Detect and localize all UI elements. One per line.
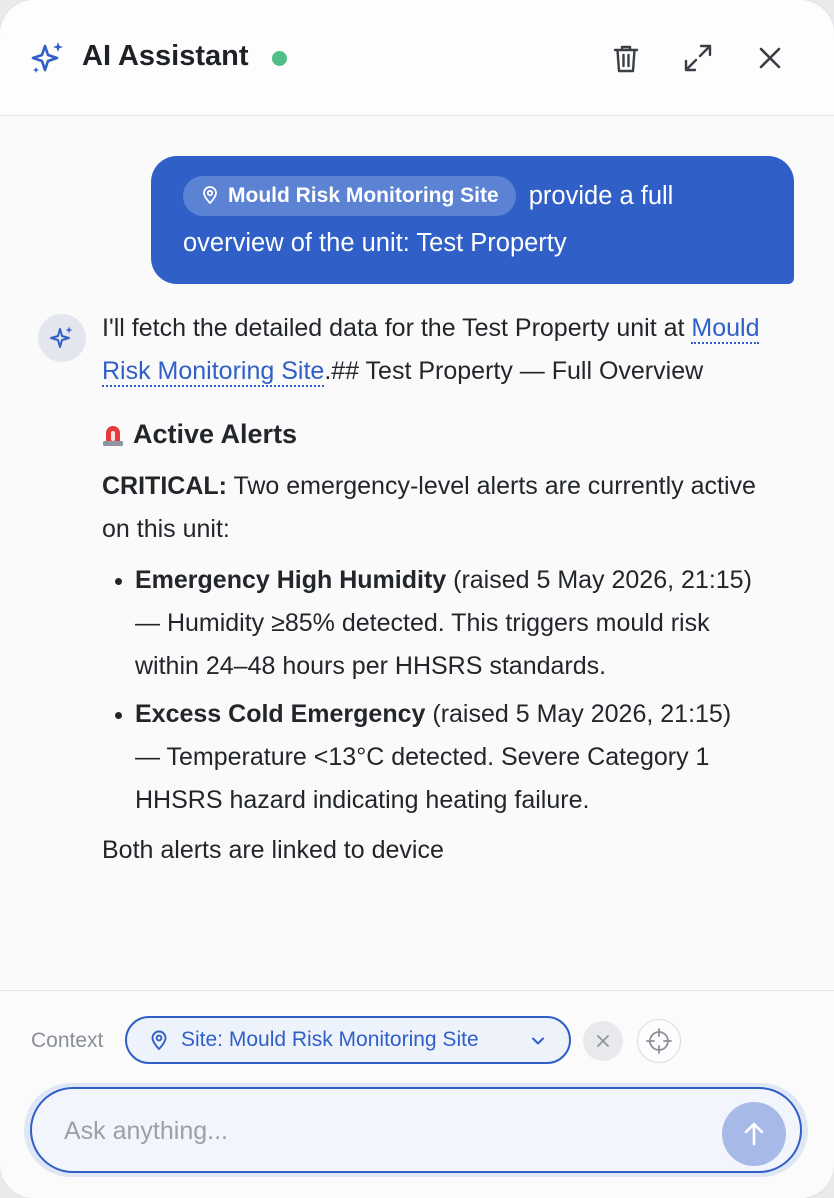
- expand-button[interactable]: [680, 40, 716, 76]
- context-selected-value: Site: Mould Risk Monitoring Site: [181, 1028, 479, 1051]
- alerts-heading-text: Active Alerts: [133, 419, 298, 449]
- site-context-chip: [183, 176, 516, 216]
- list-item: [135, 559, 762, 688]
- close-icon: [752, 40, 788, 76]
- list-item: [135, 693, 762, 822]
- arrow-up-icon: [739, 1119, 769, 1149]
- critical-summary: [102, 465, 762, 551]
- alert-text: (raised 5 May 2026, 21:15) — Temperature <13°C detected. Severe Category 1 HHSRS hazard indicating heating failure.: [135, 700, 732, 814]
- critical-text: Two emergency‑level alerts are currently active on this unit:: [102, 472, 756, 543]
- clear-context-button[interactable]: [583, 1021, 623, 1061]
- site-context-chip-label: Mould Risk Monitoring Site: [228, 184, 499, 207]
- panel-title: AI Assistant: [82, 40, 249, 72]
- chevron-down-icon: [529, 1032, 547, 1050]
- send-button[interactable]: [722, 1102, 786, 1166]
- crosshair-icon: [646, 1028, 672, 1054]
- alert-title: Excess Cold Emergency: [135, 700, 426, 728]
- pick-context-button[interactable]: [637, 1019, 681, 1063]
- composer-area: [0, 990, 834, 1198]
- message-input[interactable]: [62, 1109, 706, 1153]
- alert-text: (raised 5 May 2026, 21:15) — Humidity ≥85% detected. This triggers mould risk within 24–48 hours per HHSRS standards.: [135, 566, 752, 680]
- alerts-heading: [102, 412, 762, 456]
- trailing-text: Both alerts are linked to device: [102, 836, 444, 864]
- sparkle-icon: [30, 40, 66, 76]
- context-selector[interactable]: [125, 1016, 571, 1064]
- alert-title: Emergency High Humidity: [135, 566, 447, 594]
- context-label: Context: [31, 1029, 104, 1052]
- user-message-bubble: [151, 156, 794, 284]
- assistant-avatar: [38, 314, 86, 362]
- sparkle-icon: [49, 325, 75, 351]
- expand-icon: [680, 40, 716, 76]
- siren-icon: [102, 422, 124, 446]
- intro-text-after-link: .## Test Property — Full Overview: [324, 357, 704, 385]
- panel-header: [0, 0, 834, 116]
- site-link[interactable]: Mould Risk Monitoring Site: [102, 314, 760, 385]
- online-status-indicator: [272, 51, 287, 66]
- map-pin-icon: [200, 185, 220, 205]
- critical-label: CRITICAL:: [102, 472, 227, 500]
- message-input-box: [30, 1087, 802, 1173]
- map-pin-icon: [148, 1029, 170, 1051]
- message-input-wrapper: [24, 1083, 808, 1177]
- intro-text: I'll fetch the detailed data for the Test Property unit at: [102, 314, 692, 342]
- assistant-intro: [102, 307, 762, 393]
- message-list[interactable]: [0, 117, 834, 990]
- close-icon: [596, 1034, 610, 1048]
- clear-chat-button[interactable]: [608, 40, 644, 76]
- assistant-message: [102, 307, 762, 872]
- user-message-text: provide a full overview of the unit: Test Property: [183, 182, 674, 257]
- trash-icon: [608, 40, 644, 76]
- alert-list: [102, 559, 762, 822]
- close-button[interactable]: [752, 40, 788, 76]
